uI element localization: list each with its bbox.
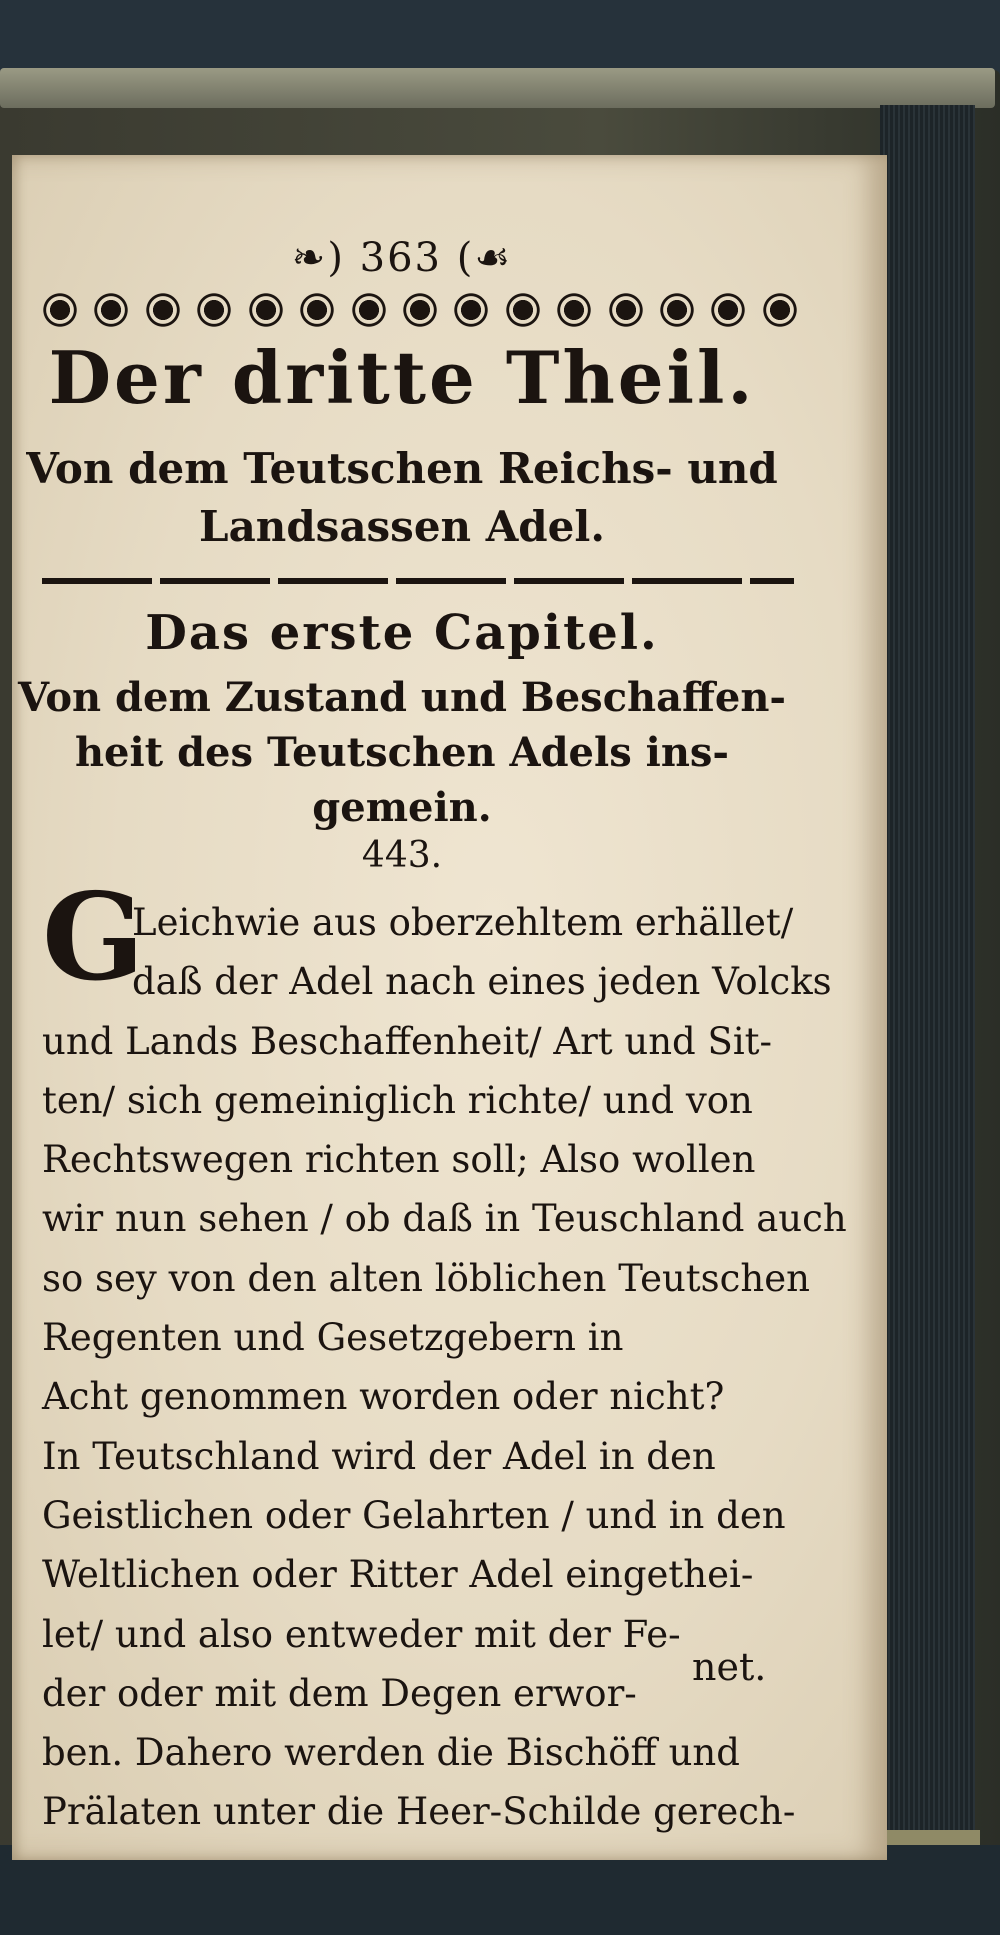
body-line: Rechtswegen richten soll; Also wollen <box>42 1138 756 1182</box>
flower-ornament-icon <box>503 290 543 330</box>
part-title: Der dritte Theil. <box>48 335 756 420</box>
body-line: so sey von den alten löblichen Teutschen <box>42 1256 810 1300</box>
decorative-border-row <box>40 285 800 335</box>
flower-ornament-icon <box>40 290 80 330</box>
flower-ornament-icon <box>349 290 389 330</box>
body-line: Prälaten unter die Heer-Schilde gerech- <box>42 1790 796 1834</box>
part-subtitle <box>12 440 792 556</box>
page-number-left-ornament: ❧) <box>291 235 345 281</box>
flower-ornament-icon <box>400 290 440 330</box>
chapter-heading-line: gemein. <box>312 784 492 831</box>
body-line: Geistlichen oder Gelahrten / und in den <box>42 1493 786 1537</box>
flower-ornament-icon <box>708 290 748 330</box>
flower-ornament-icon <box>606 290 646 330</box>
divider-rule <box>42 578 794 584</box>
body-line: Weltlichen oder Ritter Adel eingethei- <box>42 1553 754 1597</box>
chapter-heading <box>12 670 792 835</box>
body-line: Acht genommen worden oder nicht? <box>42 1375 725 1419</box>
chapter-heading-line: heit des Teutschen Adels ins- <box>74 729 730 776</box>
body-line: ben. Dahero werden die Bischöff und <box>42 1731 740 1775</box>
body-line: und Lands Beschaffenheit/ Art und Sit- <box>42 1019 773 1063</box>
body-line: daß der Adel nach eines jeden Volcks <box>132 960 832 1004</box>
flower-ornament-icon <box>657 290 697 330</box>
body-line: In Teutschland wird der Adel in den <box>42 1434 716 1478</box>
section-number: 443. <box>361 835 443 876</box>
page-number-right-ornament: (☙ <box>456 235 513 281</box>
page-number <box>12 235 792 281</box>
flower-ornament-icon <box>194 290 234 330</box>
drop-cap-initial: G <box>42 867 145 1008</box>
book-page <box>12 155 887 1860</box>
page-edges <box>880 105 975 1845</box>
flower-ornament-icon <box>246 290 286 330</box>
flower-ornament-icon <box>760 290 800 330</box>
chapter-title: Das erste Capitel. <box>145 605 659 661</box>
body-line: Leichwie aus oberzehltem erhället/ <box>132 901 794 944</box>
flower-ornament-icon <box>554 290 594 330</box>
body-text <box>42 893 847 1842</box>
flower-ornament-icon <box>451 290 491 330</box>
body-line: wir nun sehen / ob daß in Teuschland auch <box>42 1197 847 1241</box>
body-line: der oder mit dem Degen erwor- <box>42 1671 637 1715</box>
book-cover-top-edge <box>0 68 995 108</box>
page-number-value: 363 <box>359 235 442 281</box>
catchword: net. <box>692 1645 767 1689</box>
part-subtitle-line: Landsassen Adel. <box>199 502 605 551</box>
part-subtitle-line: Von dem Teutschen Reichs- und <box>26 444 778 493</box>
flower-ornament-icon <box>297 290 337 330</box>
flower-ornament-icon <box>143 290 183 330</box>
body-line: let/ und also entweder mit der Fe- <box>42 1612 681 1656</box>
chapter-heading-line: Von dem Zustand und Beschaffen- <box>17 674 787 721</box>
body-line: ten/ sich gemeiniglich richte/ und von <box>42 1078 753 1122</box>
body-line: Regenten und Gesetzgebern in <box>42 1316 624 1360</box>
flower-ornament-icon <box>91 290 131 330</box>
